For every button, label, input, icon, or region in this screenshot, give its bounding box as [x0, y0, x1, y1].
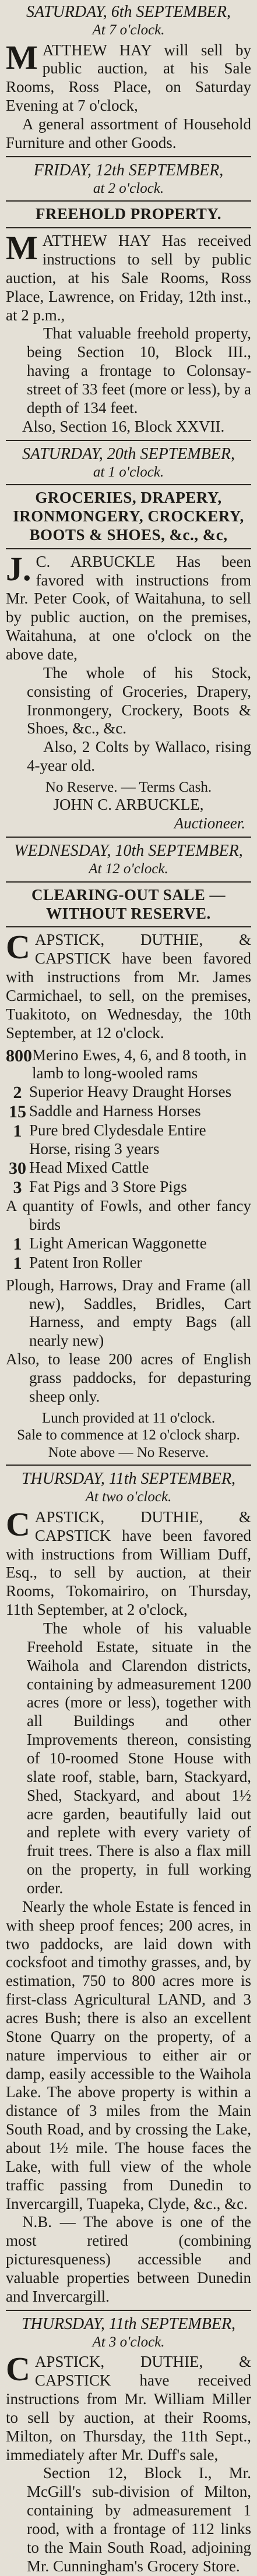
nb-note: N.B. — The above is one of the most retired (combining picturesqueness) accessible and valuable properties between Dunedin and Invercargill.: [6, 2213, 251, 2305]
lot-row: [6, 1234, 251, 1254]
also-text: Also, 2 Colts by Wallaco, rising 4-year old.: [27, 738, 251, 775]
time: At 7 o'clock.: [92, 22, 165, 38]
reserve-note: Note above — No Reserve.: [48, 1444, 209, 1460]
time: At 3 o'clock.: [92, 2334, 165, 2350]
divider: [6, 227, 251, 228]
drop-cap: C: [6, 2350, 30, 2388]
lot-row: [6, 1159, 251, 1178]
terms-text: No Reserve. — Terms Cash.: [45, 779, 212, 795]
lot-text: Light American Waggonette: [29, 1234, 207, 1252]
time: At two o'clock.: [85, 1489, 172, 1505]
lot-row: [6, 1121, 251, 1159]
lot-quantity: 800: [6, 1046, 32, 1065]
divider: [6, 881, 251, 883]
ad-clearing-out-sale: [6, 841, 251, 1461]
divider: [6, 200, 251, 202]
ad-freehold-property: [6, 161, 251, 436]
fowls-text: A quantity of Fowls, and other fancy birds: [6, 1197, 251, 1233]
lot-description: Section 12, Block I., Mr. McGill's sub-division of Milton, containing by admeasurement 1 rood, with a frontage of 112 links to the Main South Road, adjoining Mr. Cunningham's Grocery Store.: [27, 2464, 251, 2575]
drop-cap: M: [6, 229, 38, 267]
divider: [6, 2310, 251, 2311]
drop-cap: J.: [6, 549, 31, 588]
ad-milton-section: [6, 2314, 251, 2576]
drop-cap: M: [6, 38, 38, 76]
dateline: THURSDAY, 11th SEPTEMBER,: [21, 2314, 236, 2333]
body-text: APSTICK, DUTHIE, & CAPSTICK have received instructions from Mr. William Miller to sell by auction, at their Rooms, Milton, on Thursday, the 11th Sept., immediately after Mr. Duff's sale,: [6, 2353, 251, 2464]
body-text: ATTHEW HAY Has received instructions to sell by public auction, at his Sale Rooms, Ross Place, Lawrence, on Friday, 12th inst., at 2 p.m.,: [6, 232, 251, 324]
lot-quantity: 2: [13, 1083, 22, 1103]
lot-description: That valuable freehold property, being Section 10, Block III., having a frontage to Colonsay-street of 33 feet (more or less), by a depth of 134 feet.: [27, 324, 251, 417]
body-text: APSTICK, DUTHIE, & CAPSTICK have been favored with instructions from Mr. James Carmichael, to sell, on the premises, Tuakitoto, on Wednesday, the 10th September, at 12 o'clock.: [6, 931, 251, 1042]
section-heading: GROCERIES, DRAPERY, IRONMONGERY, CROCKERY, BOOTS & SHOES, &c., &c,: [13, 489, 244, 544]
lot-quantity: 1: [13, 1253, 22, 1273]
section-heading: FREEHOLD PROPERTY.: [35, 205, 222, 223]
lot-description: A general assortment of Household Furniture and other Goods.: [6, 115, 251, 151]
divider: [6, 548, 251, 549]
lot-text: Merino Ewes, 4, 6, and 8 tooth, in lamb to long-wooled rams: [32, 1046, 247, 1082]
lot-text: Saddle and Harness Horses: [29, 1102, 201, 1120]
divider: [6, 440, 251, 441]
auctioneer-signature: JOHN C. ARBUCKLE,: [53, 796, 204, 814]
lot-text: Patent Iron Roller: [29, 1253, 142, 1271]
time: at 1 o'clock.: [93, 464, 164, 480]
body-text: APSTICK, DUTHIE, & CAPSTICK have been favored with instructions from William Duff, Esq., to sell by auction, at their Rooms, Tokomairiro, on Thursday, 11th September, at 2 o'clock,: [6, 1508, 251, 1619]
implements-text: Plough, Harrows, Dray and Frame (all new), Saddles, Bridles, Cart Harness, and empty Bags (all nearly new): [6, 1276, 251, 1350]
dateline: WEDNESDAY, 10th SEPTEMBER,: [14, 842, 243, 860]
commence-note: Sale to commence at 12 o'clock sharp.: [17, 1427, 240, 1444]
section-heading: CLEARING-OUT SALE — WITHOUT RESERVE.: [31, 885, 226, 922]
lot-quantity: 3: [13, 1178, 22, 1198]
lot-row: [6, 1178, 251, 1197]
drop-cap: C: [6, 928, 30, 966]
divider: [6, 156, 251, 157]
lot-text: Fat Pigs and 3 Store Pigs: [29, 1178, 187, 1196]
lot-text: Pure bred Clydesdale Entire Horse, rising 3 years: [29, 1121, 206, 1158]
body-text: ATTHEW HAY will sell by public auction, at his Sale Rooms, Ross Place, on Saturday Evening at 7 o'clock,: [6, 41, 251, 115]
dateline: SATURDAY, 20th SEPTEMBER,: [22, 444, 235, 463]
divider: [6, 484, 251, 485]
lot-row: [6, 1083, 251, 1102]
dateline: SATURDAY, 6th SEPTEMBER,: [26, 3, 231, 21]
lot-quantity: 1: [13, 1234, 22, 1254]
lot-text: Superior Heavy Draught Horses: [29, 1083, 232, 1101]
lot-quantity: 15: [9, 1102, 26, 1122]
lot-quantity: 1: [13, 1121, 22, 1141]
divider: [6, 837, 251, 838]
lot-quantity: 30: [9, 1159, 26, 1178]
lunch-note: Lunch provided at 11 o'clock.: [41, 1410, 216, 1426]
dateline: FRIDAY, 12th SEPTEMBER,: [33, 161, 224, 179]
divider: [6, 1465, 251, 1466]
lot-description: The whole of his valuable Freehold Estate, situate in the Waihola and Clarendon districts, containing by admeasurement 1200 acres (more or less), together with all Buildings and other Improvements thereon, consisting of 10-roomed Stone House with slate roof, stable, barn, Stackyard, Shed, Stackyard, and about 1½ acre garden, beautifully laid out and replete with every variety of fruit trees. There is also a flax mill on the property, in full working order.: [27, 1619, 251, 1897]
drop-cap: C: [6, 1505, 30, 1543]
lot-text: Head Mixed Cattle: [29, 1159, 149, 1177]
divider: [6, 926, 251, 927]
lot-row: [6, 1102, 251, 1121]
time: At 12 o'clock.: [89, 861, 168, 877]
auctioneer-title: Auctioneer.: [174, 814, 245, 832]
estate-description: Nearly the whole Estate is fenced in with sheep proof fences; 200 acres, in two paddocks, are laid down with cocksfoot and timothy grasses, and, by estimation, 750 to 800 acres more is first-class Agricultural LAND, and 3 acres Bush; there is also an excellent Stone Quarry on the property, of a nature impervious to either air or damp, easily accessible to the Waihola Lake. The above property is within a distance of 3 miles from the Main South Road, and by crossing the Lake, about 1½ mile. The house faces the Lake, with full view of the whole traffic passing from Dunedin to Invercargill, Tuapeka, Clyde, &c., &c.: [6, 1897, 251, 2212]
also-text: Also, Section 16, Block XXVII.: [22, 417, 225, 435]
ad-freehold-estate: [6, 1469, 251, 2306]
also-text: Also, to lease 200 acres of English grass paddocks, for depasturing sheep only.: [6, 1350, 251, 1405]
ad-household-furniture: [6, 2, 251, 153]
lot-description: The whole of his Stock, consisting of Groceries, Drapery, Ironmongery, Crockery, Boots & Shoes, &c., &c.: [27, 664, 251, 737]
time: at 2 o'clock.: [93, 180, 164, 196]
body-text: C. ARBUCKLE Has been favored with instructions from Mr. Peter Cook, of Waitahuna, to sell by public auction, on the premises, Waitahuna, at one o'clock on the above date,: [6, 552, 251, 663]
ad-groceries-drapery: [6, 444, 251, 834]
lot-row: [6, 1046, 251, 1084]
lot-row: [6, 1254, 251, 1273]
dateline: THURSDAY, 11th SEPTEMBER,: [21, 1470, 236, 1488]
